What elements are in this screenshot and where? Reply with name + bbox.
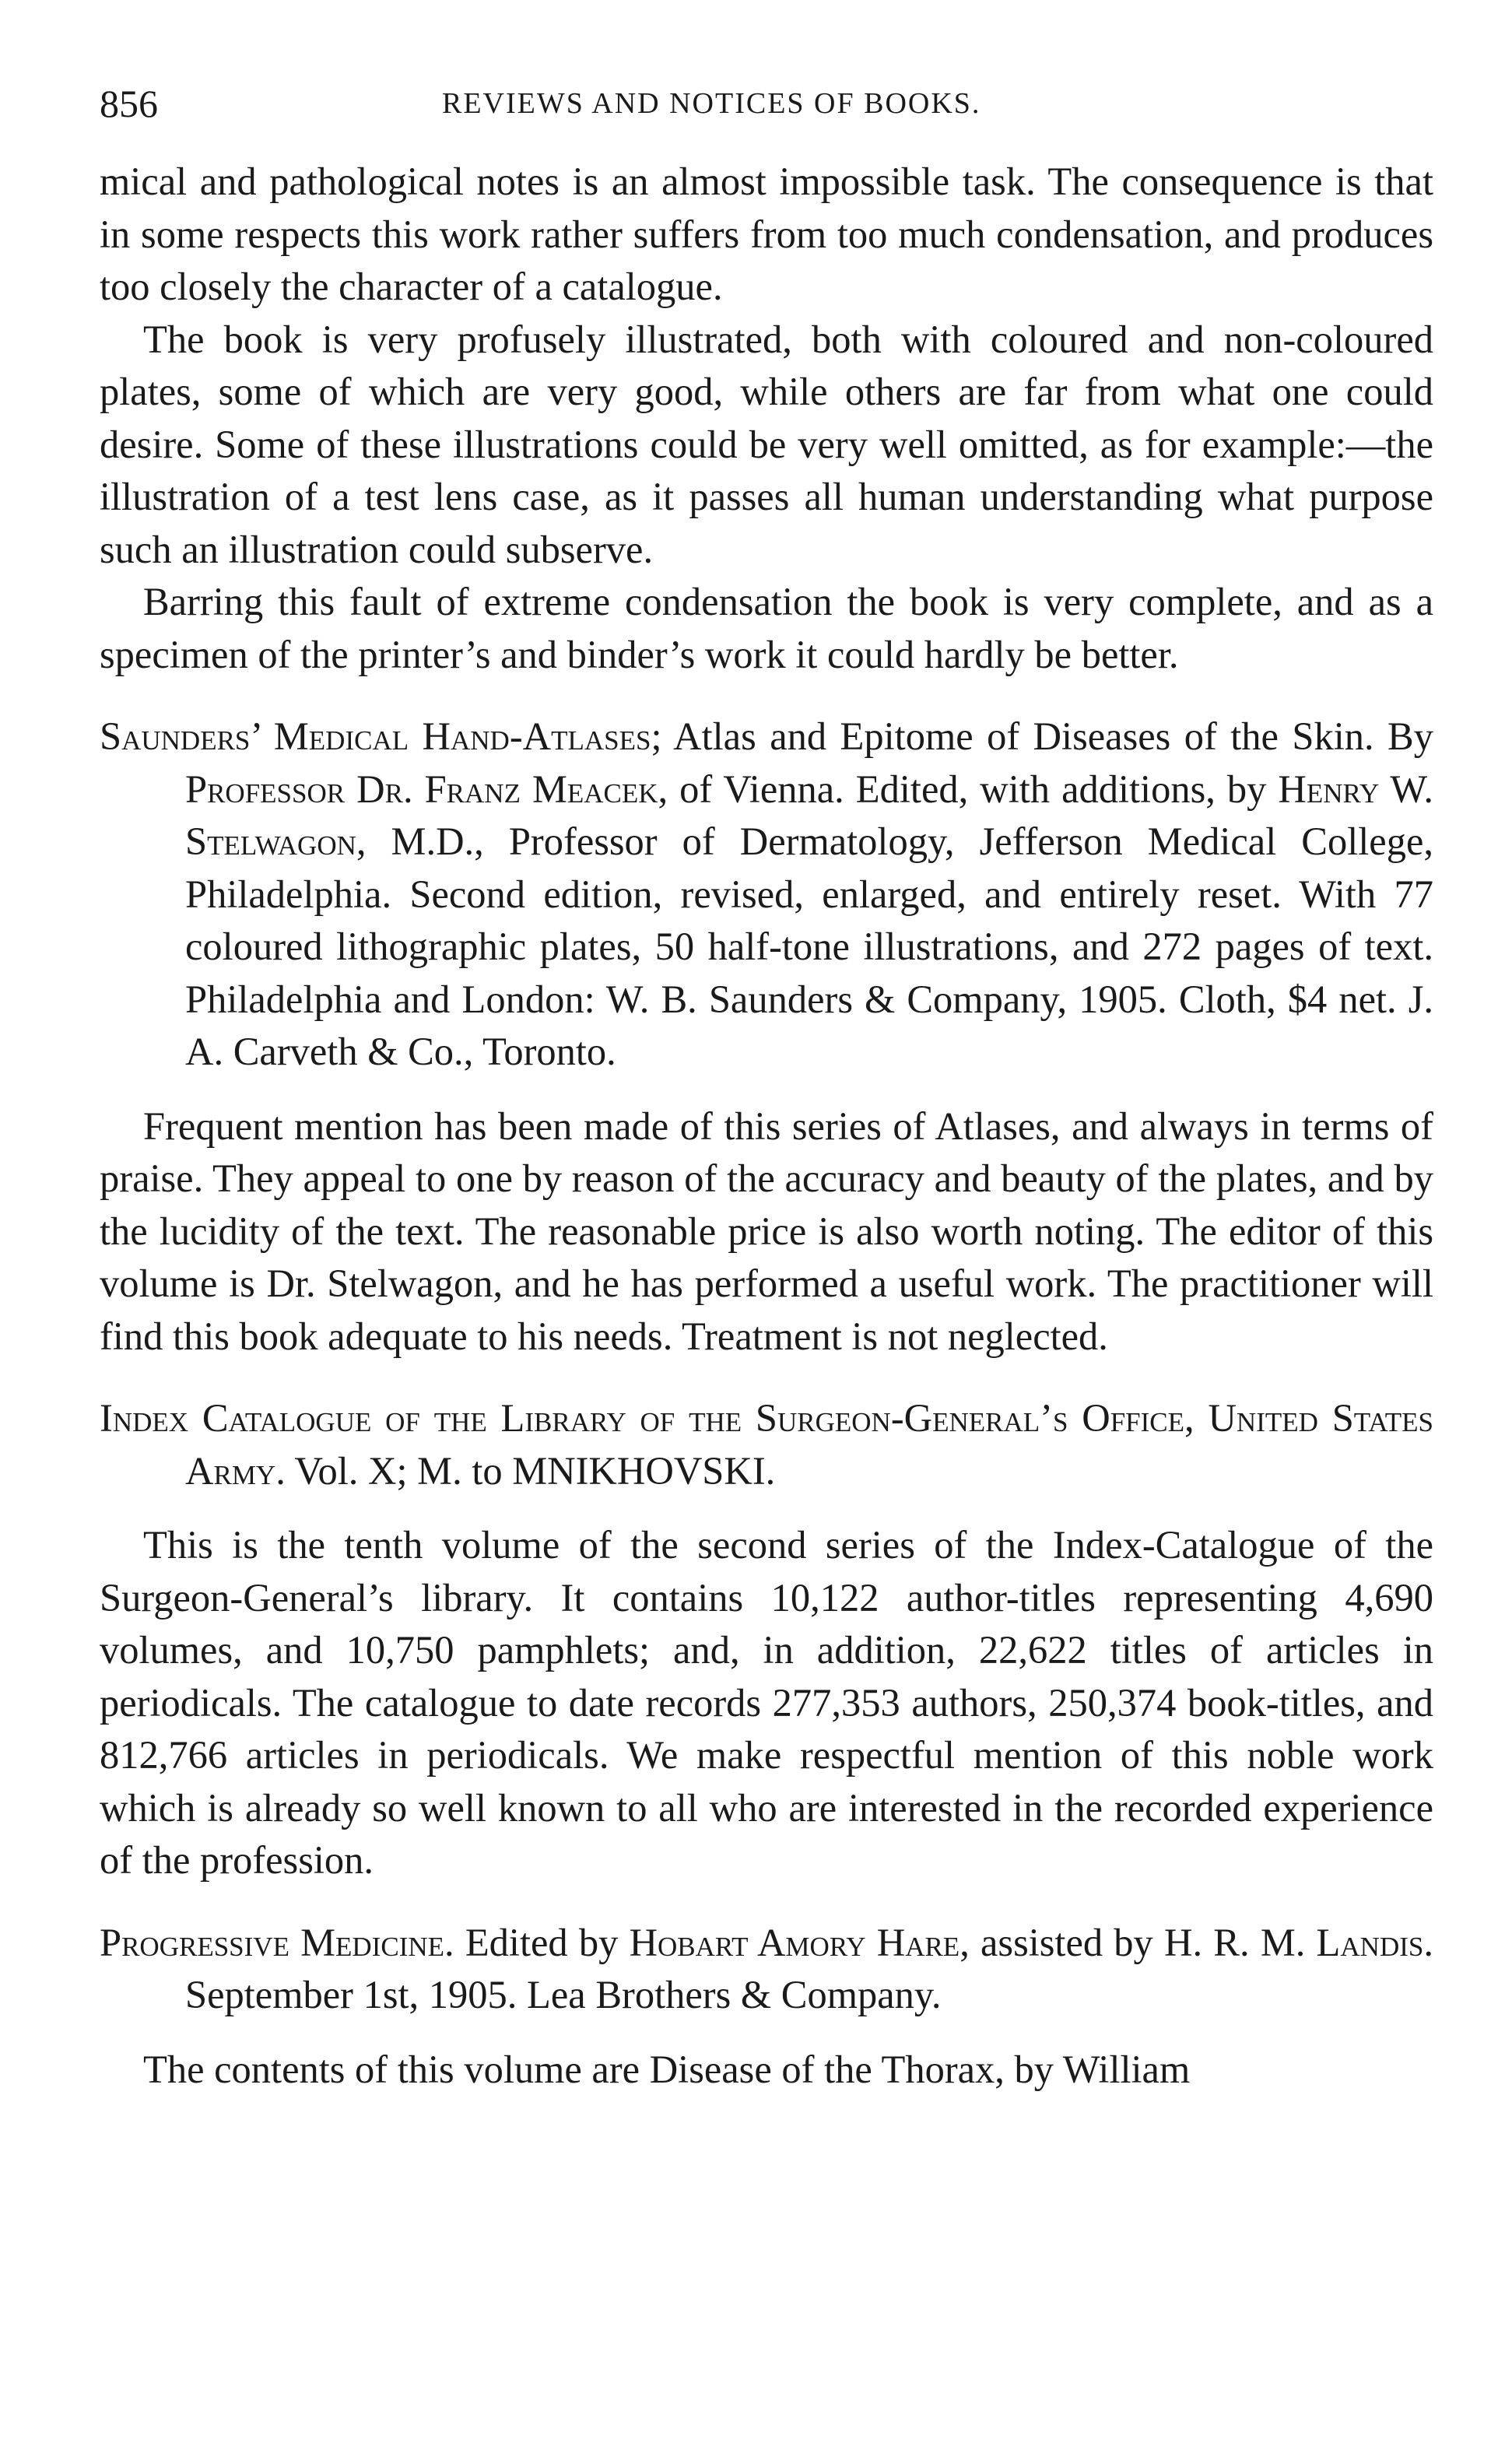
review-saunders: Frequent mention has been made of this series of Atlases, and always in terms of praise. They appeal to one by reason of the accuracy and beauty of the plates, and by the lucidity of the text. The reasonable price is also worth noting. The editor of this volume is Dr. Stelwagon, and he has performed a useful work. The practitioner will find this book adequate to his needs. Treatment is not neglected. [100,1104,1433,1358]
body-text [100,156,1433,2096]
entry-text: of Vienna. Edited, with additions, by [668,767,1279,811]
running-head [100,76,1438,131]
entry-text: September 1st, 1905. Lea Brothers & Company. [185,1973,942,2016]
book-entry-saunders [100,711,1433,1079]
entry-title: Saunders’ Medical Hand-Atlases; [100,714,662,758]
review-progressive-medicine: The contents of this volume are Disease of the Thorax, by William [143,2047,1191,2091]
book-entry-index-catalogue [100,1392,1433,1497]
entry-text: M.D., Professor of Dermatology, Jefferson Medical College, Philadelphia. Second edition, revised, enlarged, and entirely reset. With 77 coloured lithographic plates, 50 half-tone illustrations, and 272 pages of text. Philadelphia and London: W. B. Saunders & Company, 1905. Cloth, $4 net. J. A. Carveth & Co., Toronto. [185,819,1433,1073]
entry-editor: Hobart Amory Hare, [629,1920,970,1964]
paragraph-illustrations: The book is very profusely illustrated, both with coloured and non-coloured plates, some of which are very good, while others are far from what one could desire. Some of these illustrations could be very well omitted, as for example:—the illustration of a test lens case, as it passes all human understanding what purpose such an illustration could subserve. [100,317,1433,571]
entry-text: Vol. X; M. to MNIKHOVSKI. [285,1448,776,1493]
review-index-catalogue: This is the tenth volume of the second series of the Index-Catalogue of the Surgeon-General’s library. It contains 10,122 author-titles representing 4,690 volumes, and 10,750 pamphlets; and, in addition, 22,622 titles of articles in periodicals. The catalogue to date records 277,353 authors, 250,374 book-titles, and 812,766 articles in periodicals. We make respectful mention of this noble work which is already so well known to all who are interested in the recorded experience of the profession. [100,1523,1433,1882]
entry-author: Professor Dr. Franz Meacek, [185,767,668,811]
entry-editor: Henry W. Stelwagon, [185,767,1433,863]
entry-text: Edited by [454,1920,630,1964]
book-entry-progressive-medicine [100,1917,1433,2022]
entry-text: Atlas and Epitome of Diseases of the Skin. By [661,714,1433,758]
entry-assistant: H. R. M. Landis. [1164,1920,1433,1964]
entry-title: Index Catalogue of the Library of the Surgeon-General’s Office, United States Army. [100,1396,1433,1493]
paragraph-continued: mical and pathological notes is an almost impossible task. The consequence is that in some respects this work rather suffers from too much condensation, and produces too closely the character of a catalogue. [100,160,1433,308]
page-number: 856 [100,82,158,125]
entry-text: assisted by [969,1920,1165,1964]
running-title: REVIEWS AND NOTICES OF BOOKS. [442,87,981,120]
entry-title: Progressive Medicine. [100,1920,454,1964]
paragraph-barring: Barring this fault of extreme condensation the book is very complete, and as a specimen of the printer’s and binder’s work it could hardly be better. [100,580,1433,676]
